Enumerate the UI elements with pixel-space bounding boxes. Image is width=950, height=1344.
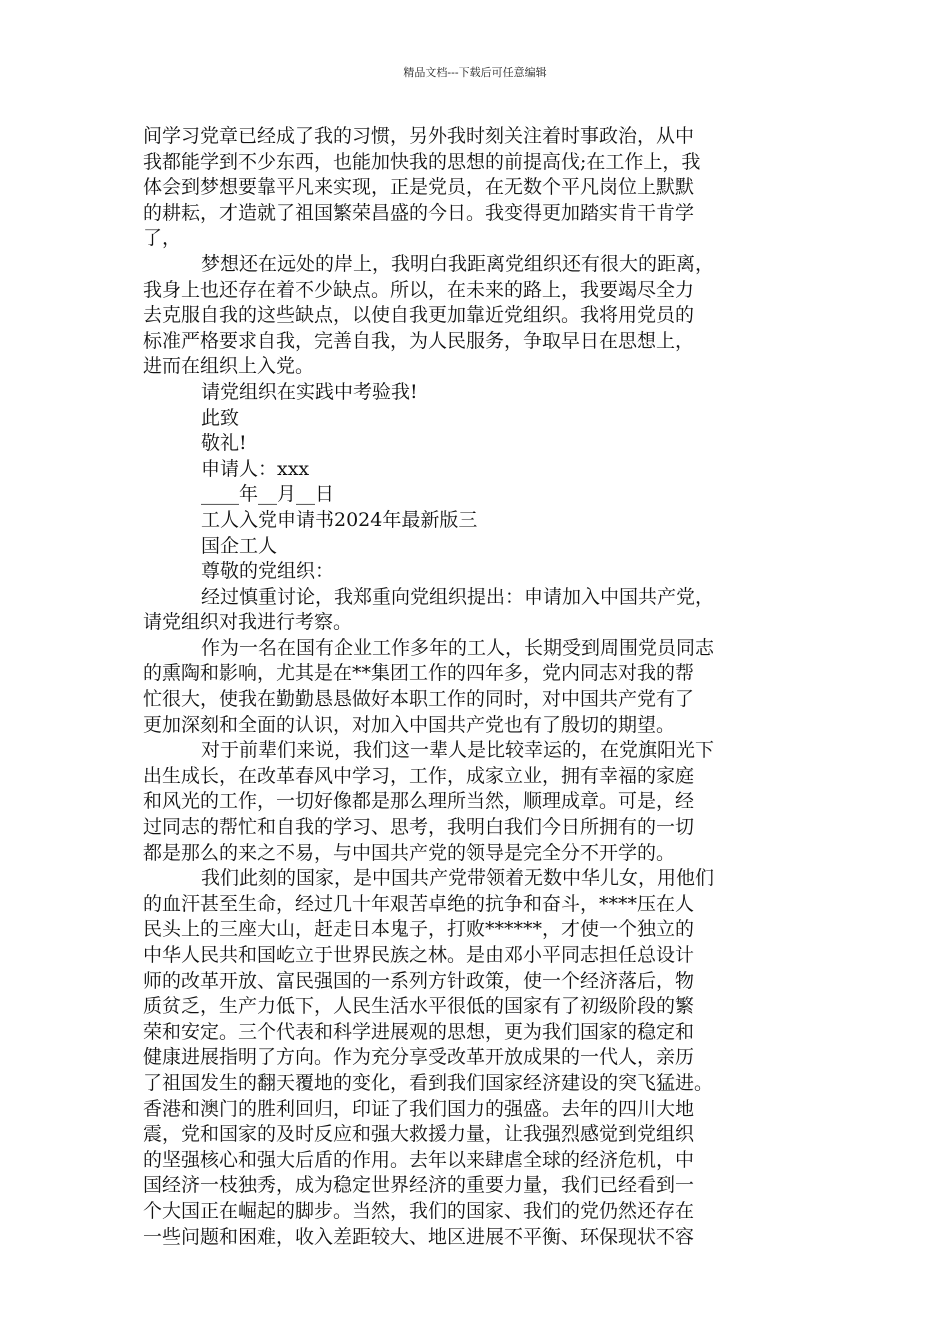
text-line: 个大国正在崛起的脚步。当然，我们的国家、我们的党仍然还存在	[143, 1199, 695, 1222]
text-line: 我们此刻的国家，是中国共产党带领着无数中华儿女，用他们	[201, 867, 715, 890]
text-line: 的血汗甚至生命，经过几十年艰苦卓绝的抗争和奋斗，****压在人	[143, 892, 695, 915]
text-line: 的耕耘，才造就了祖国繁荣昌盛的今日。我变得更加踏实肯干肯学	[143, 201, 695, 224]
page-header: 精品文档---下载后可任意编辑	[403, 66, 547, 79]
text-line: 此致	[201, 406, 240, 429]
text-line: 尊敬的党组织：	[201, 560, 335, 583]
text-line: 香港和澳门的胜利回归，印证了我们国力的强盛。去年的四川大地	[143, 1097, 695, 1120]
text-line: 标准严格要求自我，完善自我，为人民服务，争取早日在思想上，	[143, 329, 695, 352]
text-line: 过同志的帮忙和自我的学习、思考，我明白我们今日所拥有的一切	[143, 816, 695, 839]
text-line: 忙很大，使我在勤勤恳恳做好本职工作的同时，对中国共产党有了	[143, 688, 695, 711]
text-line: 体会到梦想要靠平凡来实现，正是党员，在无数个平凡岗位上默默	[143, 176, 695, 199]
document-body	[143, 124, 823, 1250]
text-line: 更加深刻和全面的认识，对加入中国共产党也有了殷切的期望。	[143, 713, 676, 736]
text-line: 国企工人	[201, 534, 278, 557]
text-line: 师的改革开放、富民强国的一系列方针政策，使一个经济落后，物	[143, 969, 695, 992]
text-line: 的熏陶和影响，尤其是在**集团工作的四年多，党内同志对我的帮	[143, 662, 695, 685]
text-line: 民头上的三座大山，赶走日本鬼子，打败******，才使一个独立的	[143, 918, 695, 941]
text-line: 请党组织对我进行考察。	[143, 611, 353, 634]
text-line: 震，党和国家的及时反应和强大救援力量，让我强烈感觉到党组织	[143, 1123, 695, 1146]
text-line: 敬礼!	[201, 432, 247, 455]
text-line: 了，	[143, 227, 182, 250]
text-line: ____年__月__日	[201, 483, 335, 506]
text-line: 去克服自我的这些缺点，以使自我更加靠近党组织。我将用党员的	[143, 304, 695, 327]
text-line: 我身上也还存在着不少缺点。所以，在未来的路上，我要竭尽全力	[143, 278, 695, 301]
text-line: 经过慎重讨论，我郑重向党组织提出：申请加入中国共产党，	[201, 585, 715, 608]
text-line: 出生成长，在改革春风中学习，工作，成家立业，拥有幸福的家庭	[143, 764, 695, 787]
text-line: 和风光的工作，一切好像都是那么理所当然，顺理成章。可是，经	[143, 790, 695, 813]
text-line: 的坚强核心和强大后盾的作用。去年以来肆虐全球的经济危机，中	[143, 1148, 695, 1171]
text-line: 请党组织在实践中考验我!	[201, 380, 418, 403]
text-line: 质贫乏，生产力低下，人民生活水平很低的国家有了初级阶段的繁	[143, 995, 695, 1018]
text-line: 健康进展指明了方向。作为充分享受改革开放成果的一代人，亲历	[143, 1046, 695, 1069]
text-line: 间学习党章已经成了我的习惯，另外我时刻关注着时事政治，从中	[143, 125, 695, 147]
text-line: 进而在组织上入党。	[143, 355, 315, 378]
text-line: 荣和安定。三个代表和科学进展观的思想，更为我们国家的稳定和	[143, 1020, 695, 1043]
text-line: 一些问题和困难，收入差距较大、地区进展不平衡、环保现状不容	[143, 1225, 695, 1248]
text-line: 都是那么的来之不易，与中国共产党的领导是完全分不开学的。	[143, 841, 676, 864]
text-line: 对于前辈们来说，我们这一辈人是比较幸运的，在党旗阳光下	[201, 739, 715, 762]
text-line: 工人入党申请书2024年最新版三	[201, 508, 478, 531]
text-line: 我都能学到不少东西，也能加快我的思想的前提高伐;在工作上，我	[143, 150, 701, 173]
text-line: 梦想还在远处的岸上，我明白我距离党组织还有很大的距离，	[201, 252, 715, 275]
text-line: 申请人：xxx	[201, 457, 310, 480]
text-line: 国经济一枝独秀，成为稳定世界经济的重要力量，我们已经看到一	[143, 1174, 695, 1197]
text-line: 了祖国发生的翻天覆地的变化，看到我们国家经济建设的突飞猛进。	[143, 1071, 714, 1094]
text-line: 作为一名在国有企业工作多年的工人，长期受到周围党员同志	[201, 636, 715, 659]
text-line: 中华人民共和国屹立于世界民族之林。是由邓小平同志担任总设计	[143, 944, 695, 966]
